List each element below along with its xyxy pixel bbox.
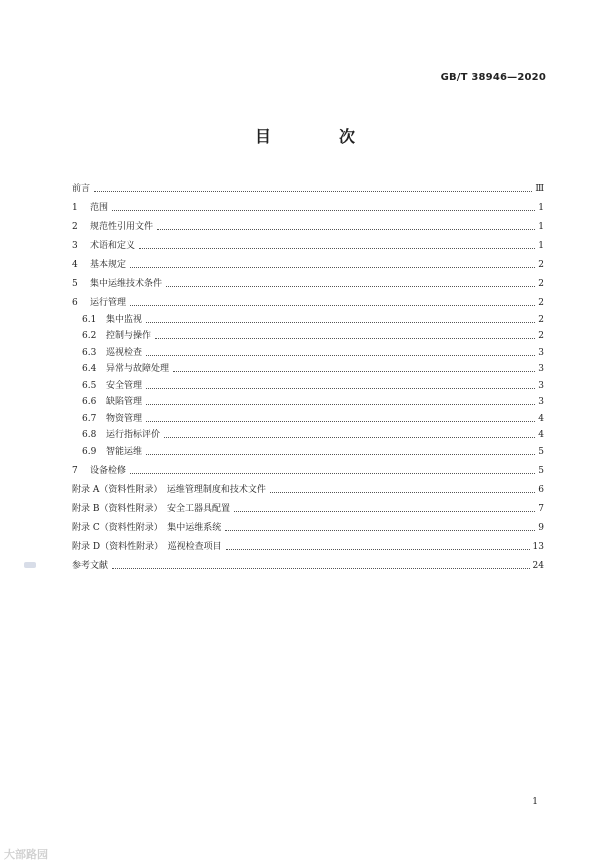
toc-subentry[interactable]: [72, 341, 544, 358]
dot-leader: [146, 404, 535, 405]
toc-entry-number: 5: [72, 279, 78, 289]
dot-leader: [225, 530, 535, 531]
toc-entry-page: 4: [538, 413, 544, 424]
toc-entry-label: 参考文献: [72, 560, 109, 571]
dot-leader: [157, 229, 535, 230]
toc-entry-number: 6.7: [82, 413, 97, 424]
dot-leader: [146, 421, 535, 422]
toc-entry-page: 2: [538, 331, 544, 341]
dot-leader: [234, 511, 535, 512]
toc-entry[interactable]: [72, 457, 544, 476]
toc-entry-label: 附录 A（资料性附录） 运维管理制度和技术文件: [72, 484, 266, 495]
table-of-contents: [72, 175, 544, 571]
toc-subentry[interactable]: [72, 424, 544, 441]
side-marker-icon: [24, 562, 36, 568]
toc-entry-label: 前言: [72, 184, 91, 194]
toc-entry[interactable]: [72, 270, 544, 289]
toc-entry-number: 7: [72, 465, 78, 476]
toc-subentry[interactable]: [72, 325, 544, 342]
toc-subentry[interactable]: [72, 391, 544, 408]
dot-leader: [112, 210, 535, 211]
toc-entry-number: 2: [72, 222, 78, 232]
toc-entry-label: 安全管理: [106, 380, 143, 391]
toc-subentry[interactable]: [72, 308, 544, 325]
toc-entry-page: 24: [532, 560, 544, 571]
dot-leader: [146, 454, 535, 455]
toc-entry-page: 1: [538, 203, 544, 213]
toc-entry-number: 6.5: [82, 380, 97, 391]
page-title: 目 次: [254, 127, 381, 146]
toc-entry-label: 智能运维: [106, 446, 143, 457]
watermark: [4, 846, 48, 862]
standard-code: GB/T 38946—2020: [440, 72, 546, 83]
toc-entry[interactable]: [72, 495, 544, 514]
toc-entry-number: 6: [72, 298, 78, 308]
toc-entry-label: 集中运维技术条件: [90, 279, 163, 289]
toc-entry-label: 附录 C（资料性附录） 集中运维系统: [72, 522, 222, 533]
toc-entry-page: 2: [538, 260, 544, 270]
toc-entry-label: 运行管理: [90, 298, 127, 308]
dot-leader: [130, 305, 535, 306]
toc-entry-number: 4: [72, 260, 78, 270]
toc-entry-page: 2: [538, 314, 544, 325]
toc-entry-label: 巡视检查: [106, 347, 143, 358]
toc-entry-page: 2: [538, 298, 544, 308]
toc-entry-page: 7: [538, 503, 544, 514]
dot-leader: [94, 191, 532, 192]
toc-entry-page: 5: [538, 446, 544, 457]
toc-entry-page: 13: [532, 541, 544, 552]
toc-subentry[interactable]: [72, 407, 544, 424]
toc-entry-number: 3: [72, 241, 78, 251]
toc-entry[interactable]: [72, 514, 544, 533]
toc-subentry[interactable]: [72, 358, 544, 375]
toc-entry-page: 1: [538, 222, 544, 232]
dot-leader: [173, 371, 535, 372]
dot-leader: [139, 248, 535, 249]
toc-entry-number: 6.3: [82, 347, 97, 358]
dot-leader: [166, 286, 535, 287]
toc-entry[interactable]: [72, 552, 544, 571]
toc-entry-number: 1: [72, 203, 78, 213]
toc-entry[interactable]: [72, 476, 544, 495]
toc-entry-label: 范围: [90, 203, 109, 213]
toc-entry-page: 5: [538, 465, 544, 476]
toc-entry-label: 基本规定: [90, 260, 127, 270]
dot-leader: [112, 568, 530, 569]
toc-subentry[interactable]: [72, 440, 544, 457]
toc-entry[interactable]: [72, 533, 544, 552]
dot-leader: [146, 355, 535, 356]
toc-entry-number: 6.6: [82, 397, 97, 407]
toc-entry-label: 附录 D（资料性附录） 巡视检查项目: [72, 541, 222, 552]
toc-entry-number: 6.2: [82, 331, 97, 341]
toc-entry-page: 6: [538, 484, 544, 495]
toc-entry[interactable]: [72, 213, 544, 232]
dot-leader: [146, 388, 535, 389]
dot-leader: [155, 338, 535, 339]
toc-entry[interactable]: [72, 251, 544, 270]
dot-leader: [226, 549, 530, 550]
toc-entry-page: 4: [538, 430, 544, 440]
toc-entry-label: 设备检修: [90, 465, 127, 476]
toc-entry-label: 附录 B（资料性附录） 安全工器具配置: [72, 503, 230, 514]
toc-entry-page: 2: [538, 279, 544, 289]
dot-leader: [270, 492, 535, 493]
toc-entry-number: 6.4: [82, 364, 97, 374]
watermark-logo-text: 大部路园: [4, 848, 48, 861]
toc-entry-number: 6.1: [82, 314, 97, 325]
toc-entry[interactable]: [72, 289, 544, 308]
toc-entry-page: 1: [538, 241, 544, 251]
toc-entry-label: 集中监视: [106, 314, 143, 325]
toc-subentry[interactable]: [72, 374, 544, 391]
toc-entry-page: 3: [538, 380, 544, 391]
toc-entry-label: 术语和定义: [90, 241, 136, 251]
toc-entry-page: 9: [538, 522, 544, 533]
toc-entry[interactable]: [72, 194, 544, 213]
toc-entry-page: 3: [538, 347, 544, 358]
toc-entry-label: 控制与操作: [106, 331, 152, 341]
dot-leader: [146, 322, 535, 323]
dot-leader: [130, 473, 535, 474]
toc-entry-label: 缺陷管理: [106, 397, 143, 407]
toc-entry-page: 3: [538, 397, 544, 407]
toc-entry-number: 6.9: [82, 446, 97, 457]
toc-entry-label: 运行指标评价: [106, 430, 161, 440]
toc-entry[interactable]: [72, 232, 544, 251]
toc-entry-label: 异常与故障处理: [106, 364, 170, 374]
toc-entry-label: 规范性引用文件: [90, 222, 154, 232]
toc-entry[interactable]: [72, 175, 544, 194]
toc-entry-page: 3: [538, 364, 544, 374]
toc-entry-number: 6.8: [82, 430, 97, 440]
page-number: 1: [532, 797, 538, 807]
dot-leader: [130, 267, 535, 268]
toc-entry-page: Ⅲ: [535, 184, 544, 194]
dot-leader: [164, 437, 535, 438]
toc-entry-label: 物资管理: [106, 413, 143, 424]
